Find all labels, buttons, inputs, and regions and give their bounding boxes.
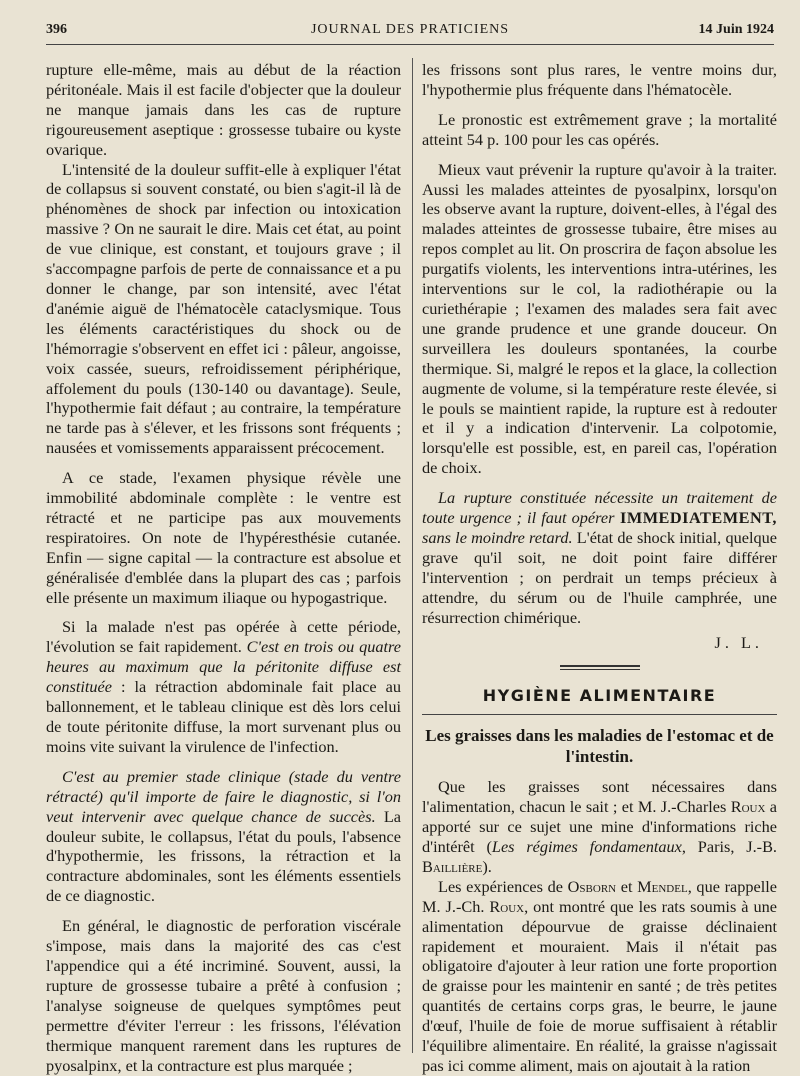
paragraph: A ce stade, l'examen physique révèle une immobilité abdominale complète : le ventre est rétracté et ne participe pas aux mouvements respiratoires. On note de l'hypéresthésie cutanée. Enfin — signe capital — la contracture est absolue et généralisée d'emblée dans la plupart des cas ; parfois elle présente un maximum iliaque ou hypogastrique. — [46, 468, 401, 607]
section-rule — [422, 714, 777, 715]
section-title: HYGIÈNE ALIMENTAIRE — [482, 686, 717, 706]
paragraph: L'intensité de la douleur suffit-elle à expliquer l'état de collapsus si souvent constaté, ou bien s'agit-il là de phénomènes de shock par infection ou intoxication massive ? On ne saurait le dire. Mais cet état, au point de vue clinique, est constant, et toujours grave ; il s'accompagne parfois de perte de connaissance et a pu donner le change, par son intensité, avec l'état d'anémie aiguë de l'hématocèle cataclysmique. Tous les éléments caractéristiques du shock ou de l'hémorragie s'observent en effet ici : pâleur, angoisse, voix cassée, sueurs, refroidissement périphérique, affolement du pouls (130-140 ou davantage). Seule, l'hypothermie fait défaut ; au contraire, la température ne tarde pas à s'élever, et les frissons sont fréquents ; nausées et vomissements apparaissent précocement. — [46, 159, 401, 458]
paragraph — [422, 877, 777, 1076]
author-name: Mendel — [637, 876, 688, 896]
issue-date: 14 Juin 1924 — [698, 22, 774, 37]
book-title: Les régimes fondamentaux — [491, 837, 682, 856]
journal-title: JOURNAL DES PRATICIENS — [310, 22, 510, 37]
text-run: L'état de shock initial, quelque grave qu'il soit, ne doit point faire différer l'intervention ; on perdrait un temps précieux à attendre, du sérum ou de l'huile camphrée, une résurrection chimérique. — [422, 527, 778, 627]
publisher-name: Baillière — [422, 856, 483, 876]
paragraph: les frissons sont plus rares, le ventre moins dur, l'hypothermie plus fréquente dans l'hématocèle. — [422, 60, 777, 99]
author-name: Roux — [730, 797, 766, 817]
text-run: : la rétraction abdominale fait place au ballonnement, et le tableau clinique est dès lors celui de toute péritonite diffuse, la mort survenant plus ou moins vite suivant la virulence de l'infection. — [46, 677, 401, 756]
page-header — [46, 22, 774, 42]
paragraph — [422, 488, 777, 627]
text-run: , Paris, J.-B. — [681, 837, 777, 856]
italic-text: La rupture constituée nécessite un traitement de toute urgence ; il faut opérer — [422, 488, 777, 528]
paragraph: Mieux vaut prévenir la rupture qu'avoir à la traiter. Aussi les malades atteintes de pyosalpinx, lorsqu'on les observe avant la rupture, doivent-elles, à l'égal des malades atteintes de grossesse tubaire, être mises au repos complet au lit. On proscrira de façon absolue les purgatifs violents, les interventions intra-utérines, les interventions sur le col, la radiothérapie ou la curiethérapie ; l'examen des malades sera fait avec une grande prudence et une grande douceur. On surveillera les douleurs spontanées, la courbe thermique. Si, malgré le repos et la glace, la collection augmente de volume, si la température reste élevée, si le pouls se maintient rapide, la rupture est à redouter et il y a indication d'intervenir. La colpotomie, lorsqu'elle est possible, est, en pareil cas, l'opération de choix. — [422, 159, 777, 478]
paragraph — [46, 767, 401, 906]
paragraph — [422, 777, 777, 877]
text-run: Si la malade n'est pas opérée à cette période, l'évolution se fait rapidement. — [46, 617, 401, 657]
paragraph — [46, 617, 401, 756]
text-run: a apporté sur ce sujet une mine d'informations riche d'intérêt ( — [422, 797, 777, 856]
text-run: , que rappelle M. J.-Ch. — [422, 876, 778, 916]
text-run: Que les graisses sont nécessaires dans l'alimentation, chacun le sait ; et M. J.-Charles — [422, 777, 777, 817]
article-title: Les graisses dans les maladies de l'estomac et de l'intestin. — [425, 726, 774, 767]
italic-text: C'est au premier stade clinique (stade du ventre rétracté) qu'il importe de faire le diagnostic, si l'on veut intervenir avec quelque chance de succès. — [46, 766, 401, 826]
text-run: La douleur subite, le collapsus, l'état du pouls, l'absence d'hypothermie, les frissons, la rétraction et la contracture abdominales, sont les éléments essentiels de ce diagnostic. — [46, 806, 401, 906]
header-rule — [46, 44, 774, 45]
italic-text: sans le moindre retard. — [422, 527, 573, 547]
text-run: ). — [482, 856, 492, 876]
author-name: Osborn — [567, 876, 617, 896]
text-run: , ont montré que les rats soumis à une alimentation dépourvue de graisse déclinaient rapidement et mouraient. Mais il n'était pas obligatoire d'ajouter à leur ration une forte proportion de graisse pour les maintenir en santé ; de très petites quantités de certains corps gras, le beurre, le jaune d'œuf, l'huile de foie de morue suffisaient à rétablir l'équilibre alimentaire. En réalité, la graisse n'agissait pas ici comme aliment, mais on ajoutait à la ration — [422, 896, 777, 1075]
text-run: et — [616, 876, 638, 896]
author-signature: J. L. — [714, 633, 763, 653]
paragraph: rupture elle-même, mais au début de la réaction péritonéale. Mais il est facile d'objecter que la douleur ne manque jamais dans les cas de rupture rigoureusement aseptique : grossesse tubaire ou kyste ovarique. — [46, 60, 401, 159]
text-run: Les expériences de — [438, 876, 568, 896]
paragraph: Le pronostic est extrêmement grave ; la mortalité atteint 54 p. 100 pour les cas opérés. — [422, 109, 777, 149]
italic-text: C'est en trois ou quatre heures au maximum que la péritonite diffuse est constituée — [46, 637, 401, 697]
paragraph: En général, le diagnostic de perforation viscérale s'impose, mais dans la majorité des cas c'est l'appendice qui a été incriminé. Souvent, aussi, la rupture de grossesse tubaire a prêté à confusion ; l'analyse soigneuse de quelques symptômes peut permettre d'éviter l'erreur : les frissons, l'élévation thermique manquent rarement dans les ruptures de pyosalpinx, et la contracture est plus marquée ; — [46, 916, 401, 1075]
left-column — [46, 60, 401, 1075]
author-name: Roux — [489, 896, 525, 916]
column-divider — [412, 58, 413, 1053]
page-number: 396 — [46, 22, 67, 37]
emphasis-caps: IMMEDIATEMENT, — [614, 508, 777, 528]
right-column — [422, 60, 777, 1076]
section-separator — [560, 665, 640, 670]
